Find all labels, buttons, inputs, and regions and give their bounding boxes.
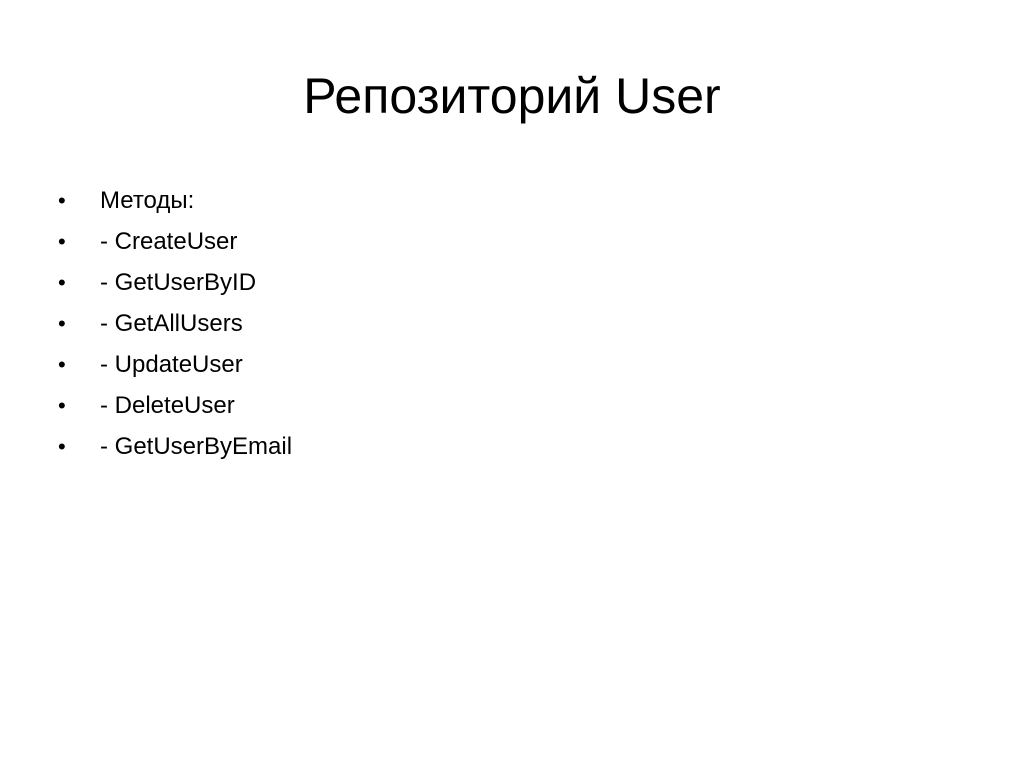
list-item bbox=[56, 303, 956, 344]
list-item-text: - DeleteUser bbox=[100, 392, 235, 419]
list-item-text: - GetAllUsers bbox=[100, 310, 243, 337]
bullet-icon: • bbox=[58, 393, 66, 418]
slide-title: Репозиторий User bbox=[303, 68, 721, 124]
list-item-text: - UpdateUser bbox=[100, 351, 243, 378]
list-item bbox=[56, 180, 956, 221]
list-item-text: - GetUserByID bbox=[100, 269, 257, 296]
list-item-text: - CreateUser bbox=[100, 228, 238, 255]
bullet-list bbox=[56, 180, 956, 467]
list-item bbox=[56, 426, 956, 467]
bullet-icon: • bbox=[58, 311, 66, 336]
bullet-icon: • bbox=[58, 229, 66, 254]
list-item bbox=[56, 262, 956, 303]
bullet-icon: • bbox=[58, 188, 66, 213]
list-item bbox=[56, 344, 956, 385]
bullet-icon: • bbox=[58, 352, 66, 377]
list-item bbox=[56, 385, 956, 426]
list-item-text: Методы: bbox=[100, 187, 195, 214]
list-item bbox=[56, 221, 956, 262]
bullet-icon: • bbox=[58, 270, 66, 295]
bullet-icon: • bbox=[58, 434, 66, 459]
list-item-text: - GetUserByEmail bbox=[100, 433, 293, 460]
